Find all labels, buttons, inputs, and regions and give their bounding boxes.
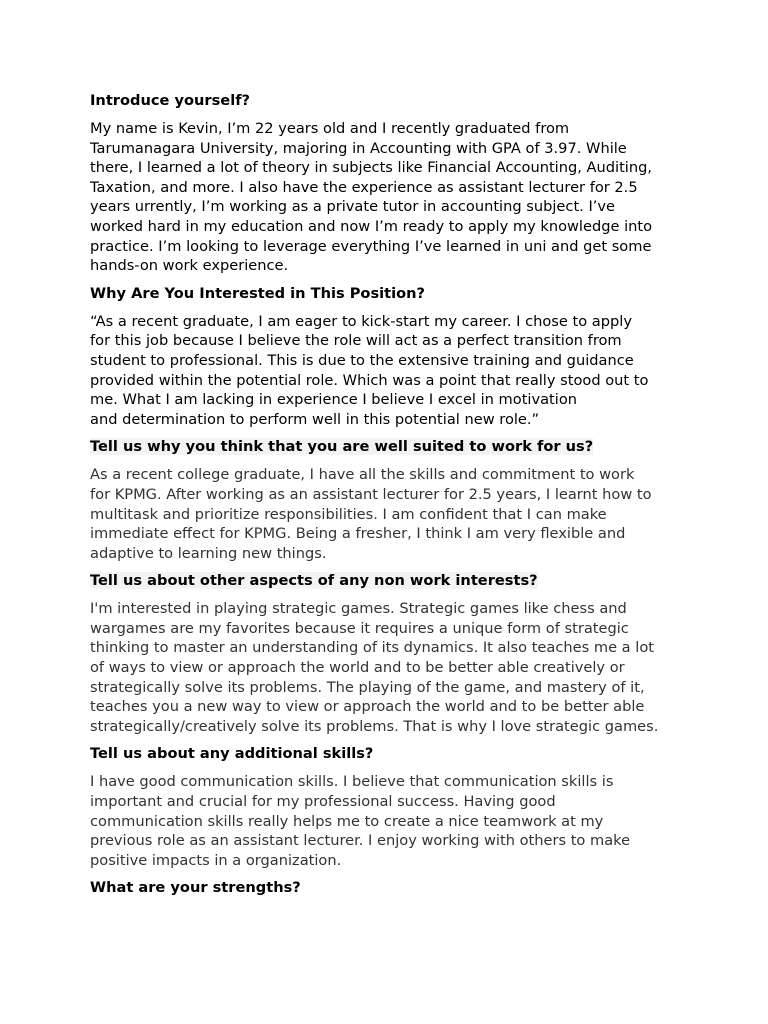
- question-heading: [90, 571, 690, 591]
- answer-paragraph: As a recent college graduate, I have all the skills and commitment to work for KPMG. After working as an assistant lecturer for 2.5 years, I learnt how to multitask and prioritize responsibilities. I am confident that I can make immediate effect for KPMG. Being a fresher, I think I am very flexible and adaptive to learning new things.: [90, 466, 652, 562]
- answer-paragraph: I have good communication skills. I believe that communication skills is important and crucial for my professional success. Having good communication skills really helps me to create a nice teamwork at my previous role as an assistant lecturer. I enjoy working with others to make positive impacts in a organization.: [90, 773, 631, 869]
- answer-paragraph: I'm interested in playing strategic games. Strategic games like chess and wargames are my favorites because it requires a unique form of strategic thinking to master an understanding of its dynamics. It also teaches me a lot of ways to view or approach the world and to be better able creatively or strategically solve its problems. The playing of the game, and mastery of it, teaches you a new way to view or approach the world and to be better able strategically/creatively solve its problems. That is why I love strategic games.: [90, 600, 659, 735]
- question-heading: Tell us about any additional skills?: [90, 745, 374, 763]
- answer-paragraph: My name is Kevin, I’m 22 years old and I recently graduated from Tarumanagara University, majoring in Accounting with GPA of 3.97. While there, I learned a lot of theory in subjects like Financial Accounting, Auditing, Taxation, and more. I also have the experience as assistant lecturer for 2.5 years urrently, I’m working as a private tutor in accounting subject. I’ve worked hard in my education and now I’m ready to apply my knowledge into practice. I’m looking to leverage everything I’ve learned in uni and get some hands-on work experience.: [90, 120, 653, 275]
- question-heading-text: Tell us about other aspects of any non work interests?: [90, 572, 538, 590]
- question-heading: Why Are You Interested in This Position?: [90, 284, 426, 302]
- question-heading: [90, 437, 690, 457]
- document-page: [90, 91, 690, 906]
- question-heading-text: Tell us why you think that you are well suited to work for us?: [90, 438, 594, 456]
- answer-paragraph: “As a recent graduate, I am eager to kick-start my career. I chose to apply for this job because I believe the role will act as a perfect transition from student to professional. This is due to the extensive training and guidance provided within the potential role. Which was a point that really stood out to me. What I am lacking in experience I believe I excel in motivation and determination to perform well in this potential new role.”: [90, 312, 649, 428]
- question-heading: What are your strengths?: [90, 879, 301, 897]
- question-heading: Introduce yourself?: [90, 92, 251, 109]
